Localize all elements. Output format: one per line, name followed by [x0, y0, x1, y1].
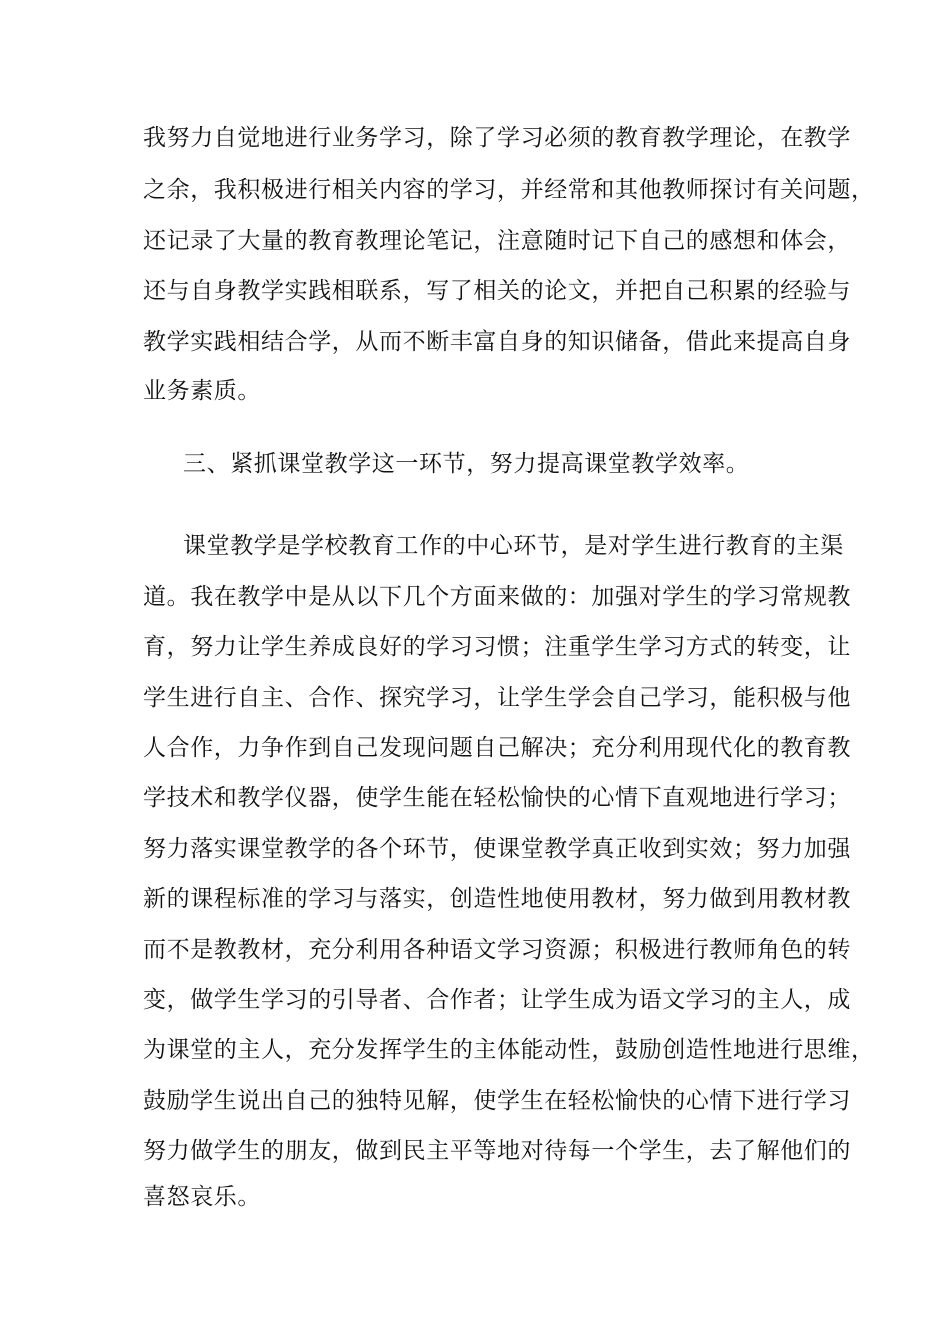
text-line: 努力落实课堂教学的各个环节，使课堂教学真正收到实效；努力加强 [143, 836, 851, 862]
text-line: 道。我在教学中是从以下几个方面来做的：加强对学生的学习常规教 [143, 584, 851, 610]
text-line: 为课堂的主人，充分发挥学生的主体能动性，鼓励创造性地进行思维， [143, 1037, 875, 1063]
text-line: 而不是教教材，充分利用各种语文学习资源；积极进行教师角色的转 [143, 937, 851, 963]
text-line: 鼓励学生说出自己的独特见解，使学生在轻松愉快的心情下进行学习 [143, 1088, 851, 1114]
text-line: 变，做学生学习的引导者、合作者；让学生成为语文学习的主人，成 [143, 987, 851, 1013]
text-line: 业务素质。 [143, 378, 261, 404]
text-line: 人合作，力争作到自己发现问题自己解决；充分利用现代化的教育教 [143, 735, 851, 761]
text-line: 之余，我积极进行相关内容的学习，并经常和其他教师探讨有关问题， [143, 177, 875, 203]
text-line: 学技术和教学仪器，使学生能在轻松愉快的心情下直观地进行学习； [143, 785, 851, 811]
text-line: 育，努力让学生养成良好的学习习惯；注重学生学习方式的转变，让 [143, 634, 851, 660]
text-line: 还记录了大量的教育教理论笔记，注意随时记下自己的感想和体会， [143, 228, 851, 254]
text-line: 还与自身教学实践相联系，写了相关的论文，并把自己积累的经验与 [143, 278, 851, 304]
text-line: 教学实践相结合学，从而不断丰富自身的知识储备，借此来提高自身 [143, 329, 851, 355]
text-line: 喜怒哀乐。 [143, 1184, 261, 1210]
text-line: 新的课程标准的学习与落实，创造性地使用教材，努力做到用教材教 [143, 886, 851, 912]
text-line: 学生进行自主、合作、探究学习，让学生学会自己学习，能积极与他 [143, 685, 851, 711]
section-heading-text: 三、紧抓课堂教学这一环节，努力提高课堂教学效率。 [183, 451, 750, 477]
text-line: 课堂教学是学校教育工作的中心环节，是对学生进行教育的主渠 [183, 533, 844, 559]
text-line: 我努力自觉地进行业务学习，除了学习必须的教育教学理论，在教学 [143, 125, 851, 151]
text-line: 努力做学生的朋友，做到民主平等地对待每一个学生，去了解他们的 [143, 1138, 851, 1164]
